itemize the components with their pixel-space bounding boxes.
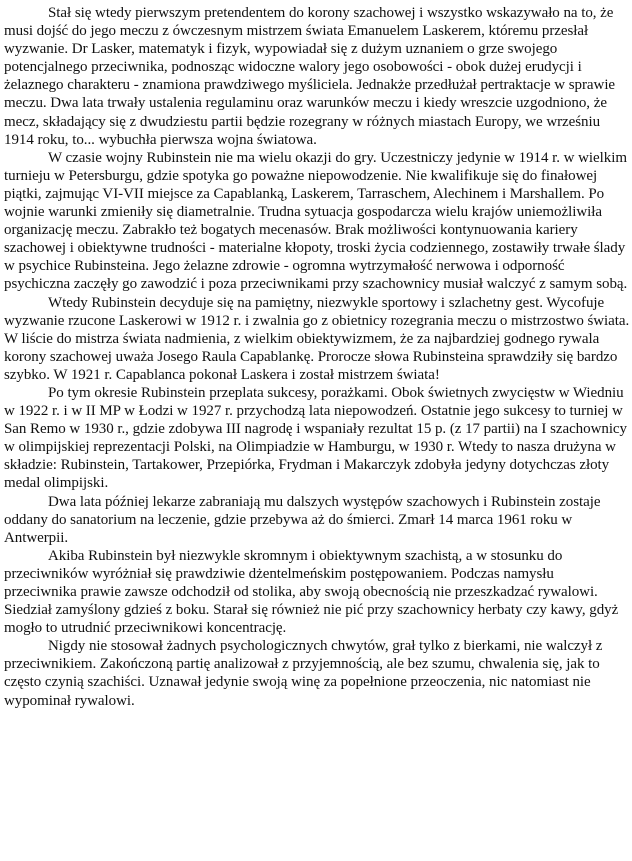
paragraph-2: W czasie wojny Rubinstein nie ma wielu okazji do gry. Uczestniczy jedynie w 1914 r. w wielkim turnieju w Petersburgu, gdzie spotyka go poważne niepowodzenie. Nie kwalifikuje się do finałowej piątki, zajmując VI-VII miejsce za Capablanką, Laskerem, Tarraschem, Alechinem i Marshallem. Po wojnie warunki zmieniły się diametralnie. Trudna sytuacja gospodarcza wielu krajów uniemożliwiła organizację meczu. Zabrakło też bogatych mecenasów. Brak możliwości kontynuowania kariery szachowej i obiektywne trudności - materialne kłopoty, troski życia codziennego, zostawiły trwałe ślady w psychice Rubinsteina. Jego żelazne zdrowie - ogromna wytrzymałość nerwowa i odporność psychiczna zaczęły go zawodzić i poza przeciwnikami przy szachownicy musiał walczyć z samym sobą. [4, 149, 628, 293]
paragraph-3: Wtedy Rubinstein decyduje się na pamiętny, niezwykle sportowy i szlachetny gest. Wycofuje wyzwanie rzucone Laskerowi w 1912 r. i zwalnia go z obietnicy rozegrania meczu o mistrzostwo świata. W liście do mistrza świata nadmienia, z wielkim obiektywizmem, że za najbardziej godnego rywala korony szachowej uważa Josego Raula Capablankę. Prorocze słowa Rubinsteina sprawdziły się bardzo szybko. W 1921 r. Capablanca pokonał Laskera i został mistrzem świata! [4, 294, 630, 383]
paragraph-7: Nigdy nie stosował żadnych psychologicznych chwytów, grał tylko z bierkami, nie walczył z przeciwnikiem. Zakończoną partię analizował z przyjemnością, ale bez szumu, chwalenia się, jak to często czynią szachiści. Uznawał jedynie swoją winę za popełnione przeoczenia, nic natomiast nie wypominał rywalowi. [4, 638, 603, 709]
paragraph-6: Akiba Rubinstein był niezwykle skromnym i obiektywnym szachistą, a w stosunku do przeciwników wyróżniał się prawdziwie dżentelmeńskim postępowaniem. Podczas namysłu przeciwnika prawie zawsze odchodził od stolika, aby swoją obecnością nie przeszkadzać rywalowi. Siedział zamyślony gdzieś z boku. Starał się również nie pić przy szachownicy herbaty czy kawy, gdyż mogło to utrudnić przeciwnikowi koncentrację. [4, 547, 619, 637]
paragraph-1: Stał się wtedy pierwszym pretendentem do korony szachowej i wszystko wskazywało na to, że musi dojść do jego meczu z ówczesnym mistrzem świata Emanuelem Laskerem, któremu przesłał wyzwanie. Dr Lasker, matematyk i fizyk, wypowiadał się z dużym uznaniem o grze swojego potencjalnego przeciwnika, podnosząc widoczne walory jego osobowości - obok dużej erudycji i żelaznego charakteru - znamiona prawdziwego myśliciela. Jednakże przedłużał pertraktacje w sprawie meczu. Dwa lata trwały ustalenia regulaminu oraz warunków meczu i kiedy wreszcie uzgodniono, że mecz, składający się z dwudziestu partii będzie rozegrany w różnych miastach Europy, we wrześniu 1914 roku, to... wybuchła pierwsza wojna światowa. [4, 5, 616, 148]
paragraph-4: Po tym okresie Rubinstein przeplata sukcesy, porażkami. Obok świetnych zwycięstw w Wiedniu w 1922 r. i w II MP w Łodzi w 1927 r. przychodzą lata niepowodzeń. Ostatnie jego sukcesy to turniej w San Remo w 1930 r., gdzie zdobywa III nagrodę i wspaniały rezultat 15 p. (z 17 partii) na I szachownicy w olimpijskiej reprezentacji Polski, na Olimpiadzie w Hamburgu, w 1930 r. Wtedy to nasza drużyna w składzie: Rubinstein, Tartakower, Przepiórka, Frydman i Makarczyk zdobyła jedyny dotychczas złoty medal olimpijski. [4, 384, 627, 492]
paragraph-5: Dwa lata później lekarze zabraniają mu dalszych występów szachowych i Rubinstein zostaje oddany do sanatorium na leczenie, gdzie przebywa aż do śmierci. Zmarł 14 marca 1961 roku w Antwerpii. [4, 493, 601, 546]
